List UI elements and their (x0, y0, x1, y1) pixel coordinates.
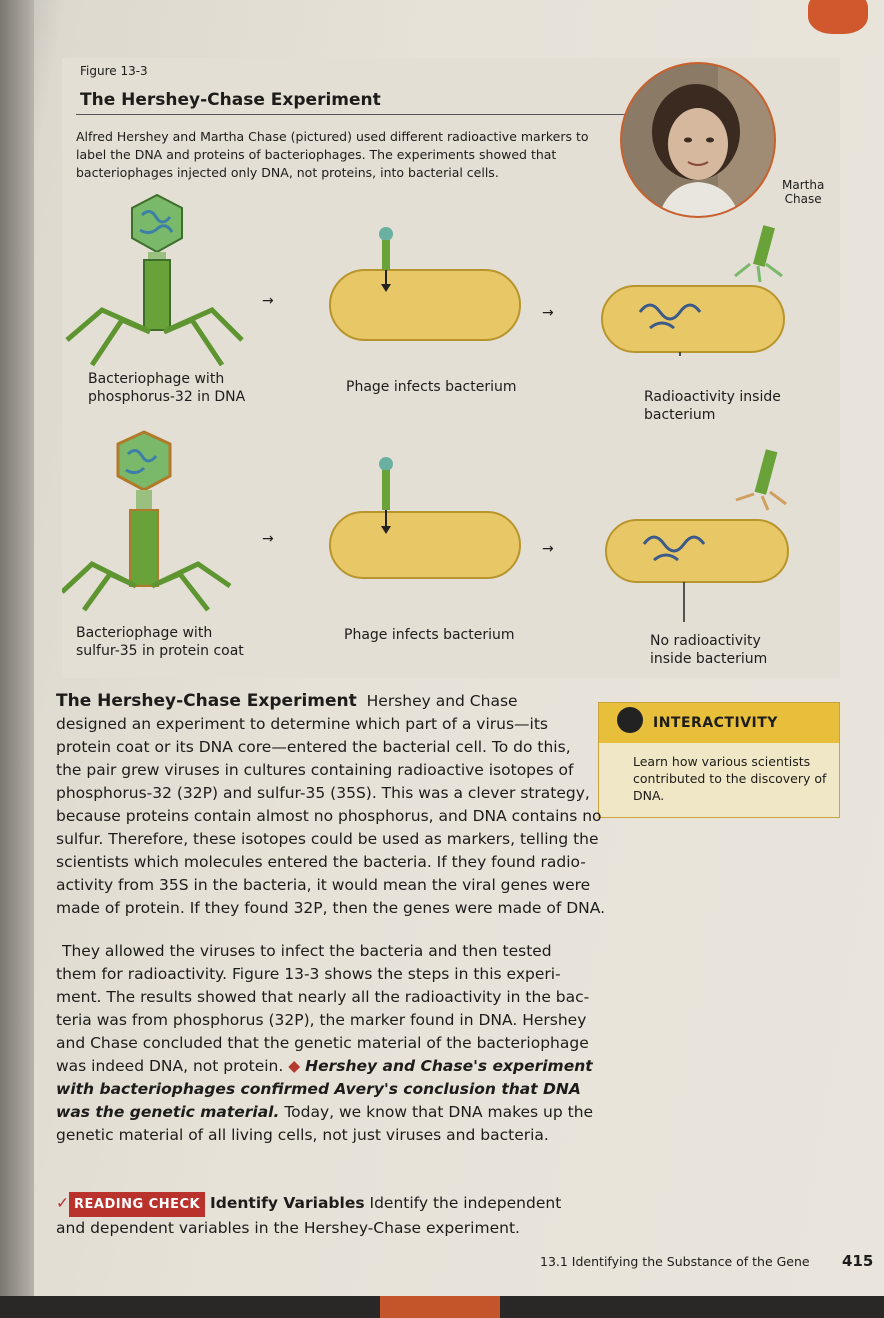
row1-label-3: Radioactivity inside bacterium (644, 389, 781, 423)
paragraph-heading: The Hershey-Chase Experiment (56, 691, 357, 711)
paragraph-2: They allowed the viruses to infect the bacteria and then tested them for radioactivity. Figure 13-3 shows the steps in this experi- ment. The results showed that nearly all the radioactivity in the bac- teria was from phosphorus (32P), the marker found in DNA. Hershey and Chase concluded that the genetic material of the bacteriophage was indeed DNA, not protein. ◆ Hershey and Chase's experiment with bacteriophages confirmed Avery's conclusion that DNA was the genetic material. Today, we know that DNA makes up the genetic material of all living cells, not just viruses and bacteria. (56, 942, 594, 1144)
phage-infects-bacterium-2 (326, 450, 526, 580)
paragraph-1: The Hershey-Chase Experiment Hershey and Chase designed an experiment to determine which part of a virus—its protein coat or its DNA core—entered the bacterial cell. To do this, the pair grew viruses in cultures containing radioactive isotopes of phosphorus-32 (32P) and sulfur-35 (35S). This was a clever strategy, because proteins contain almost no phosphorus, and DNA contains no sulfur. Therefore, these isotopes could be used as markers, telling the scientists which molecules entered the bacteria. If they found radio- activity from 35S in the bacteria, it would mean the viral genes were made of protein. If they found 32P, then the genes were made of DNA. (56, 691, 606, 917)
figure-label: Figure 13-3 (80, 64, 148, 78)
section-footer: 13.1 Identifying the Substance of the Gene (540, 1254, 810, 1269)
phage-s35-illustration (62, 424, 252, 614)
reading-check: ✓ READING CHECK Identify Variables Identify the independent and dependent variables in the Hershey-Chase experiment. (56, 1194, 562, 1237)
row2-label-2: Phage infects bacterium (344, 627, 515, 643)
page-number: 415 (842, 1252, 874, 1270)
background-object (380, 1296, 500, 1318)
arrow-icon: → (542, 541, 554, 557)
row1-label-1: Bacteriophage with phosphorus-32 in DNA (88, 371, 246, 405)
interactivity-icon[interactable] (617, 707, 643, 733)
arrow-icon: → (262, 531, 274, 547)
interactivity-callout[interactable] (598, 702, 840, 818)
martha-chase-photo (618, 62, 778, 218)
arrow-icon: → (542, 305, 554, 321)
key-concept-icon: ◆ (288, 1057, 301, 1075)
phage-p32-illustration (62, 190, 252, 370)
reading-check-badge: READING CHECK (69, 1192, 205, 1217)
row2-label-3: No radioactivity inside bacterium (650, 633, 768, 667)
row1-label-2: Phage infects bacterium (346, 379, 517, 395)
arrow-icon: → (262, 293, 274, 309)
book-spine (0, 0, 34, 1300)
photo-caption: Martha Chase (782, 178, 825, 206)
callout-heading: INTERACTIVITY (653, 715, 778, 731)
figure-caption: Alfred Hershey and Martha Chase (pictured) used different radioactive markers to label the DNA and proteins of bacteriophages. The experiments showed that bacteriophages injected only DNA, not proteins, into bacterial cells. (76, 129, 589, 180)
callout-body: Learn how various scientists contributed to the discovery of DNA. (633, 754, 827, 803)
radioactive-bacterium-1 (600, 216, 790, 356)
phage-infects-bacterium-1 (326, 220, 526, 350)
figure-title: The Hershey-Chase Experiment (80, 90, 381, 110)
row2-label-1: Bacteriophage with sulfur-35 in protein coat (76, 625, 244, 659)
background-object (808, 0, 868, 34)
reading-check-skill: Identify Variables (210, 1194, 365, 1212)
title-rule (76, 114, 656, 115)
checkmark-icon: ✓ (56, 1194, 69, 1212)
bacterium-no-radioactivity (604, 444, 794, 624)
